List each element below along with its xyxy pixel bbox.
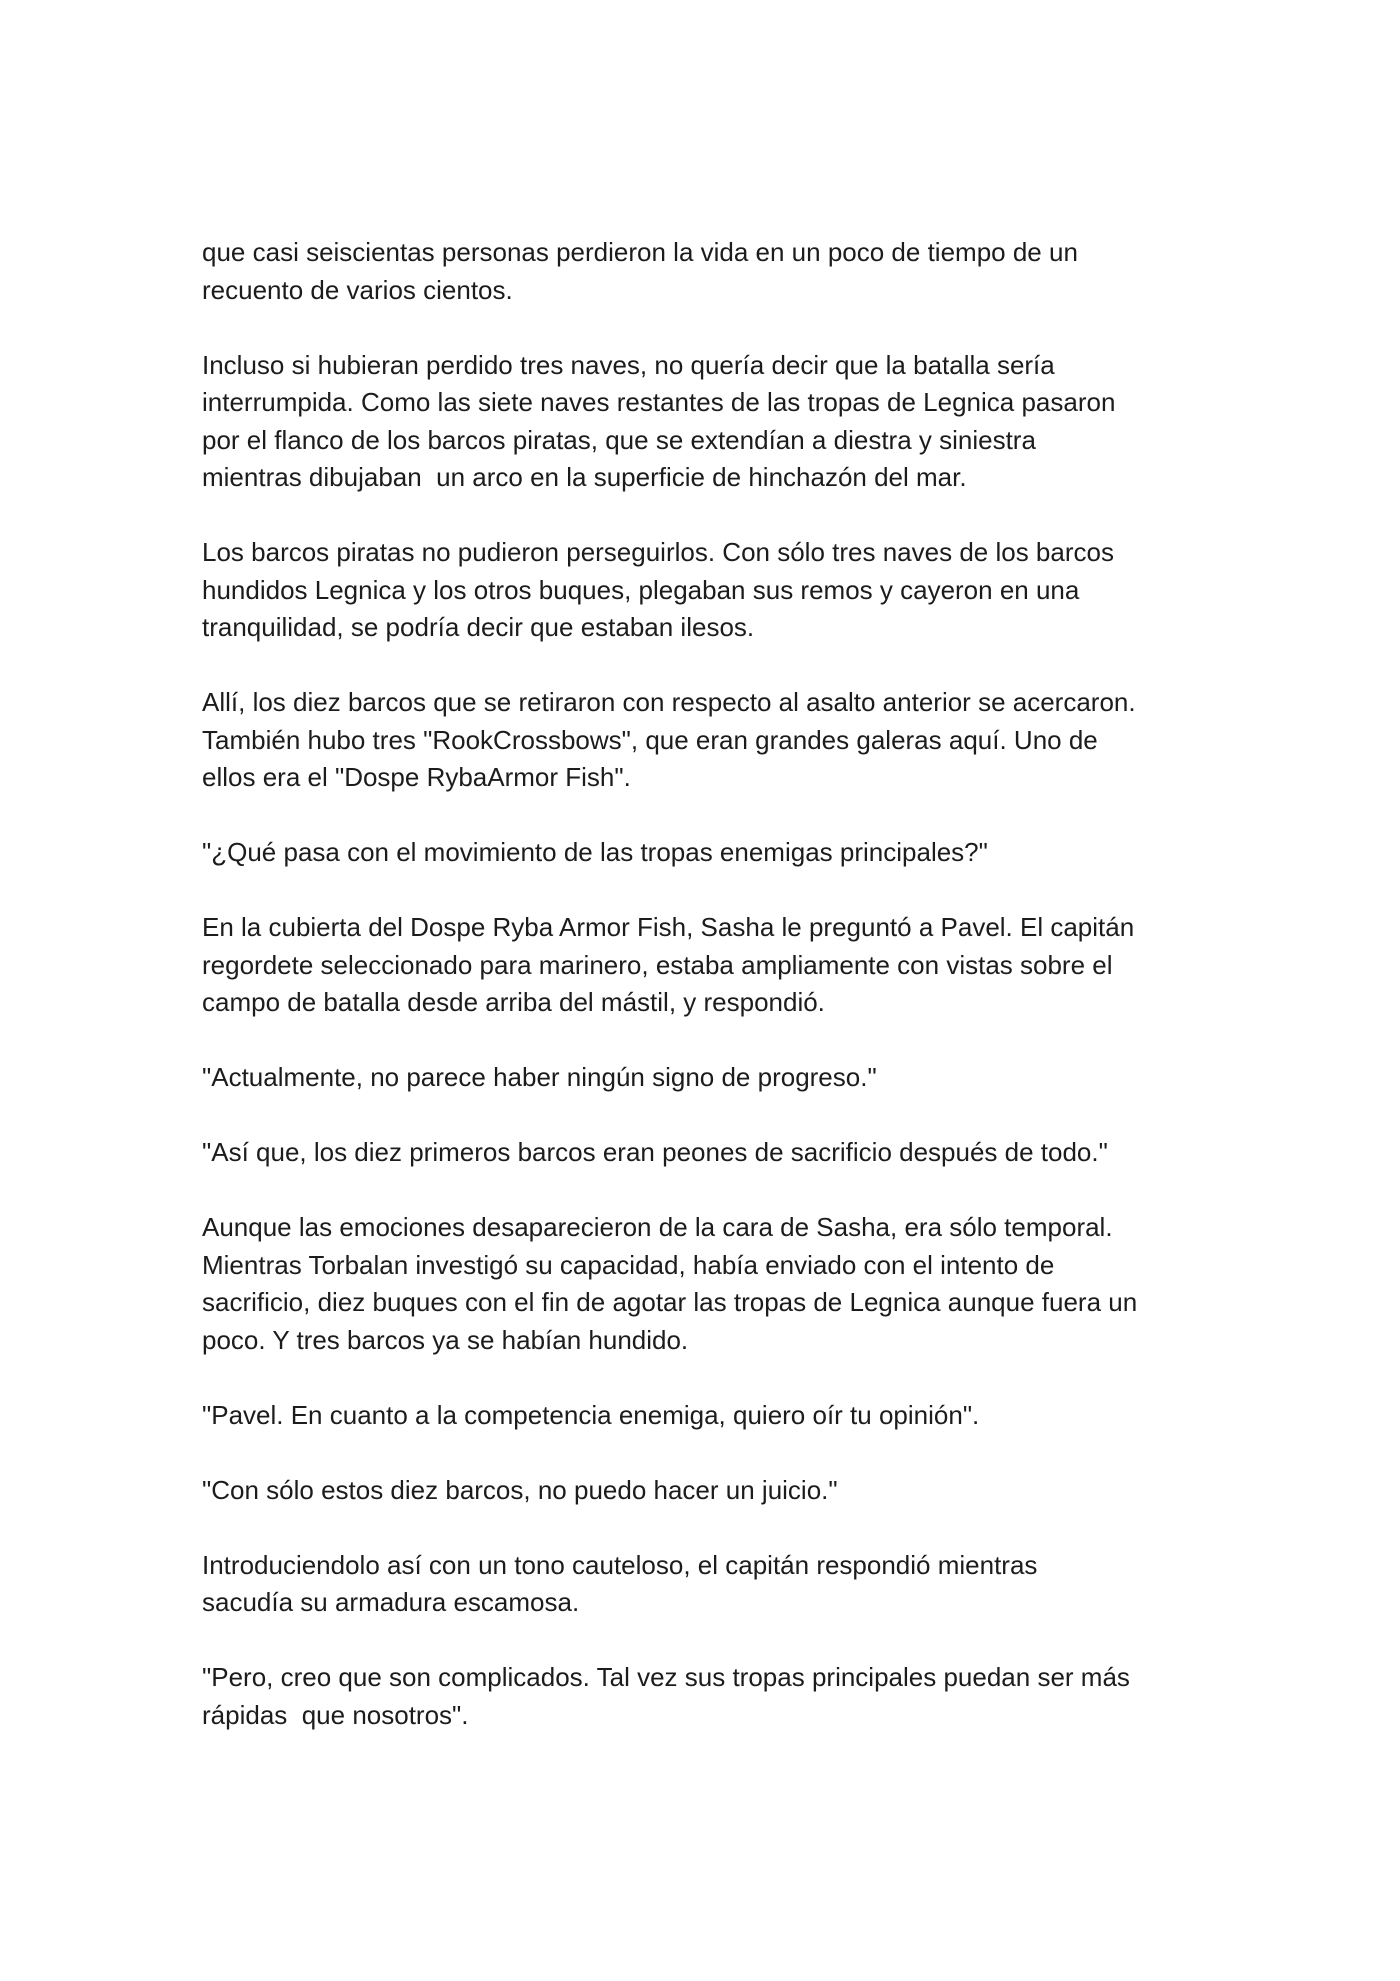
paragraph: Los barcos piratas no pudieron perseguirlos. Con sólo tres naves de los barcos hundidos Legnica y los otros buques, plegaban sus remos y cayeron en una tranquilidad, se podría decir que estaban ilesos. — [202, 537, 1114, 642]
paragraph: "Así que, los diez primeros barcos eran peones de sacrificio después de todo." — [202, 1137, 1108, 1167]
paragraph: Aunque las emociones desaparecieron de la cara de Sasha, era sólo temporal. Mientras Torbalan investigó su capacidad, había enviado con el intento de sacrificio, diez buques con el fin de agotar las tropas de Legnica aunque fuera un poco. Y tres barcos ya se habían hundido. — [202, 1212, 1138, 1355]
paragraph: Allí, los diez barcos que se retiraron con respecto al asalto anterior se acercaron. También hubo tres "RookCrossbows", que eran grandes galeras aquí. Uno de ellos era el "Dospe RybaArmor Fish". — [202, 687, 1136, 792]
document-body — [202, 234, 1202, 1734]
paragraph: "Actualmente, no parece haber ningún signo de progreso." — [202, 1062, 877, 1092]
paragraph: "Pavel. En cuanto a la competencia enemiga, quiero oír tu opinión". — [202, 1399, 980, 1430]
paragraph: Introduciendolo así con un tono cauteloso, el capitán respondió mientras sacudía su armadura escamosa. — [202, 1549, 1038, 1617]
paragraph: Incluso si hubieran perdido tres naves, no quería decir que la batalla sería interrumpida. Como las siete naves restantes de las tropas de Legnica pasaron por el flanco de los barcos piratas, que se extendían a diestra y siniestra mientras dibujaban un arco en la superficie de hinchazón del mar. — [202, 349, 1116, 492]
paragraph: que casi seiscientas personas perdieron la vida en un poco de tiempo de un recuento de varios cientos. — [202, 237, 1078, 305]
paragraph: En la cubierta del Dospe Ryba Armor Fish, Sasha le preguntó a Pavel. El capitán regordete seleccionado para marinero, estaba ampliamente con vistas sobre el campo de batalla desde arriba del mástil, y respondió. — [202, 912, 1135, 1017]
paragraph: "Pero, creo que son complicados. Tal vez sus tropas principales puedan ser más rápidas que nosotros". — [202, 1662, 1130, 1730]
paragraph: "¿Qué pasa con el movimiento de las tropas enemigas principales?" — [202, 837, 988, 867]
paragraph: "Con sólo estos diez barcos, no puedo hacer un juicio." — [202, 1474, 838, 1505]
